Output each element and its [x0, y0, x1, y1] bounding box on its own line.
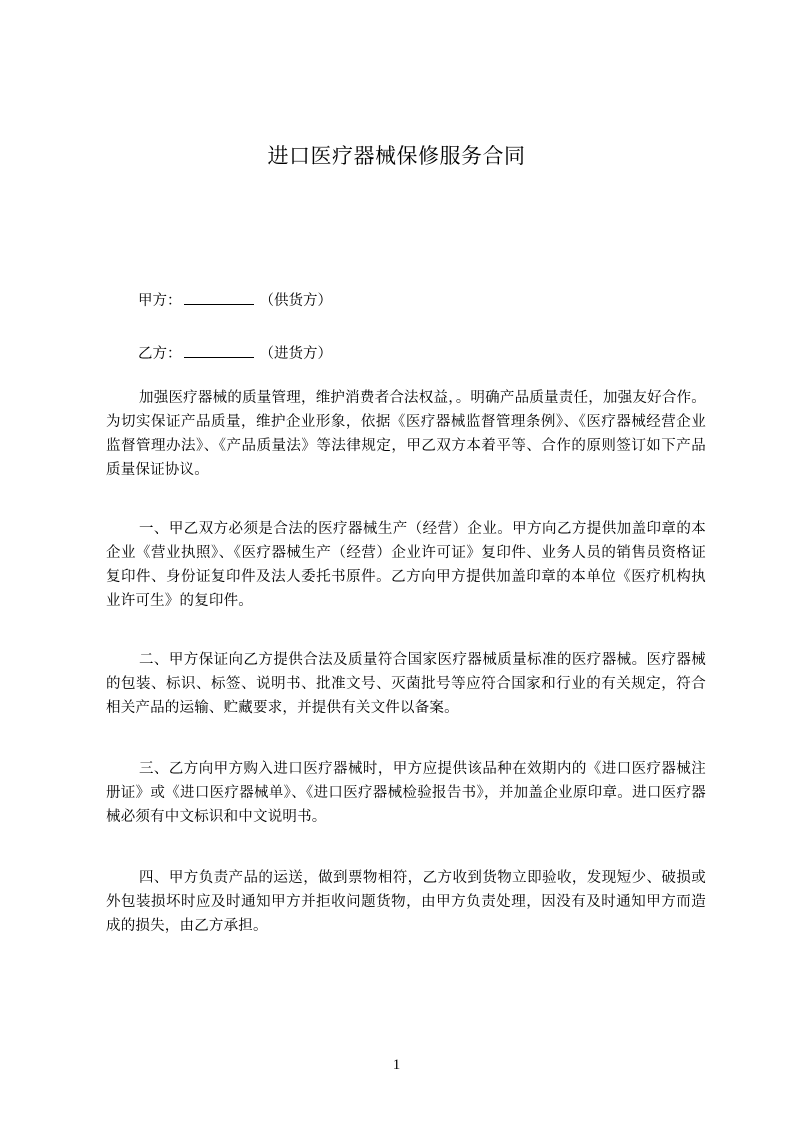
document-title: 进口医疗器械保修服务合同 [267, 144, 526, 168]
party-b-line [138, 343, 332, 364]
clause-4-paragraph: 四、甲方负责产品的运送，做到票物相符，乙方收到货物立即验收，发现短少、破损或外包装损坏时应及时通知甲方并拒收问题货物，由甲方负责处理，因没有及时通知甲方而造成的损失，由乙方承担。 [106, 870, 706, 934]
party-b-role: （进货方） [259, 346, 332, 362]
party-a-label: 甲方： [138, 293, 182, 309]
party-a-blank-field[interactable] [184, 290, 254, 305]
clause-3-paragraph: 三、乙方向甲方购入进口医疗器械时，甲方应提供该品种在效期内的《进口医疗器械注册证》或《进口医疗器械单》、《进口医疗器械检验报告书》，并加盖企业原印章。进口医疗器械必须有中文标识和中文说明书。 [106, 761, 706, 825]
party-a-line [138, 290, 332, 311]
page-number: 1 [392, 1057, 401, 1073]
party-a-role: （供货方） [259, 293, 332, 309]
clause-1-paragraph: 一、甲乙双方必须是合法的医疗器械生产（经营）企业。甲方向乙方提供加盖印章的本企业《营业执照》、《医疗器械生产（经营）企业许可证》复印件、业务人员的销售员资格证复印件、身份证复印件及法人委托书原件。乙方向甲方提供加盖印章的本单位《医疗机构执业许可生》的复印件。 [106, 521, 706, 609]
party-b-label: 乙方： [138, 346, 182, 362]
intro-paragraph: 加强医疗器械的质量管理，维护消费者合法权益，。明确产品质量责任，加强友好合作。为切实保证产品质量，维护企业形象，依据《医疗器械监督管理条例》、《医疗器械经营企业监督管理办法》、《产品质量法》等法律规定，甲乙双方本着平等、合作的原则签订如下产品质量保证协议。 [106, 390, 706, 478]
clause-2-paragraph: 二、甲方保证向乙方提供合法及质量符合国家医疗器械质量标准的医疗器械。医疗器械的包装、标识、标签、说明书、批准文号、灭菌批号等应符合国家和行业的有关规定，符合相关产品的运输、贮藏要求，并提供有关文件以备案。 [106, 652, 706, 716]
party-b-blank-field[interactable] [184, 343, 254, 358]
